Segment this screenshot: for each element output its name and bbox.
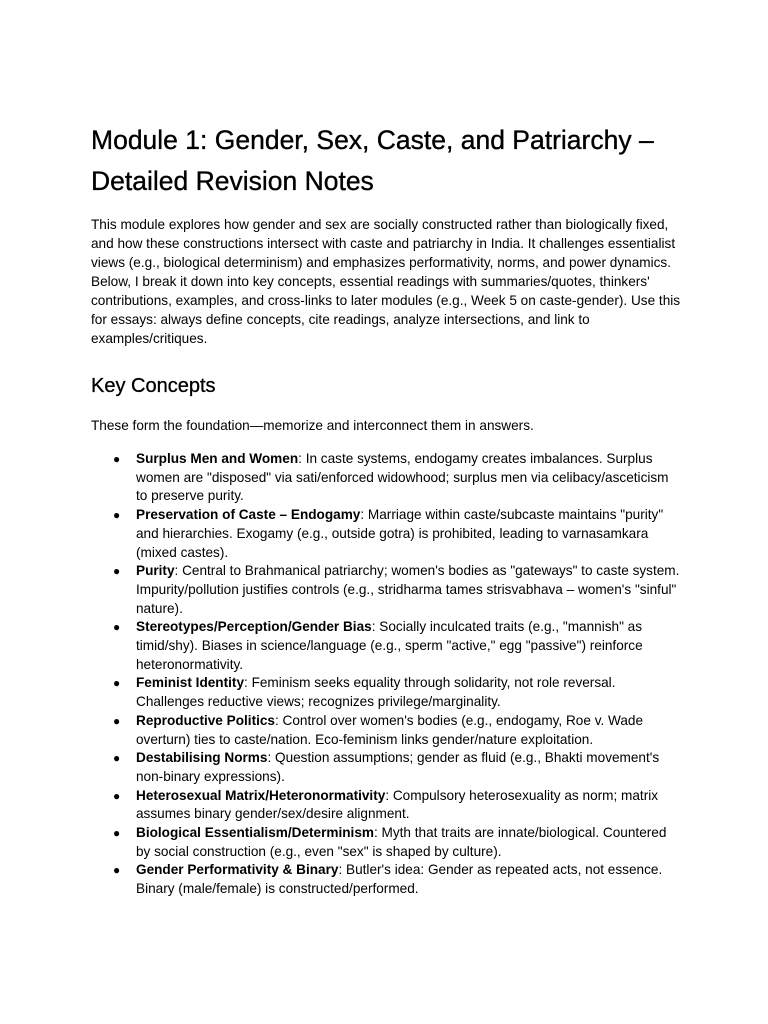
key-concepts-list <box>91 450 681 899</box>
list-item <box>91 506 681 562</box>
list-item <box>91 712 681 749</box>
bullet-icon: ● <box>113 788 121 803</box>
bullet-icon: ● <box>113 620 121 635</box>
list-item <box>91 562 681 618</box>
concept-text: : Feminism seeks equality through solidarity, not role reversal. Challenges reductive views; recognizes privilege/marginality. <box>136 675 616 710</box>
list-item <box>91 787 681 824</box>
concept-text: : Socially inculcated traits (e.g., "mannish" as timid/shy). Biases in science/language (e.g., sperm "active," egg "passive") reinforce heteronormativity. <box>136 619 643 672</box>
bullet-icon: ● <box>113 751 121 766</box>
bullet-icon: ● <box>113 564 121 579</box>
concept-text: : Question assumptions; gender as fluid (e.g., Bhakti movement's non-binary expressions). <box>136 750 660 784</box>
bullet-icon: ● <box>113 676 121 691</box>
concept-term: Feminist Identity <box>136 675 245 691</box>
concept-text: : Myth that traits are innate/biological. Countered by social construction (e.g., even "sex" is shaped by culture). <box>136 825 667 859</box>
list-item <box>91 861 681 898</box>
concept-term: Stereotypes/Perception/Gender Bias <box>136 619 372 635</box>
bullet-icon: ● <box>113 713 121 728</box>
concept-text: : In caste systems, endogamy creates imbalances. Surplus women are "disposed" via sati/enforced widowhood; surplus men via celibacy/asceticism to preserve purity. <box>136 451 669 504</box>
bullet-icon: ● <box>113 826 121 841</box>
concept-text: : Control over women's bodies (e.g., endogamy, Roe v. Wade overturn) ties to caste/nation. Eco-feminism links gender/nature exploitation. <box>136 712 644 747</box>
concept-text: : Compulsory heterosexuality as norm; matrix assumes binary gender/sex/desire alignment. <box>136 787 659 822</box>
list-item <box>91 674 681 711</box>
key-concepts-heading: Key Concepts <box>91 375 216 397</box>
bullet-icon: ● <box>113 508 121 523</box>
key-concepts-lead: These form the foundation—memorize and interconnect them in answers. <box>91 418 534 433</box>
concept-term: Gender Performativity & Binary <box>136 862 339 878</box>
bullet-icon: ● <box>113 452 121 466</box>
concept-text: : Butler's idea: Gender as repeated acts, not essence. Binary (male/female) is constructed/performed. <box>136 862 663 897</box>
concept-term: Surplus Men and Women <box>136 451 299 466</box>
bullet-icon: ● <box>113 863 121 878</box>
concept-term: Heterosexual Matrix/Heteronormativity <box>136 787 386 803</box>
concept-text: : Marriage within caste/subcaste maintains "purity" and hierarchies. Exogamy (e.g., outside gotra) is prohibited, leading to varnasamkara (mixed castes). <box>136 507 664 560</box>
concept-term: Reproductive Politics <box>136 712 275 728</box>
concept-term: Destabilising Norms <box>136 750 268 766</box>
intro-paragraph: This module explores how gender and sex are socially constructed rather than biologically fixed, and how these constructions intersect with caste and patriarchy in India. It challenges essentialist views (e.g., biological determinism) and emphasizes performativity, norms, and power dynamics. Below, I break it down into key concepts, essential readings with summaries/quotes, thinkers' contributions, examples, and cross-links to later modules (e.g., Week 5 on caste-gender). Use this for essays: always define concepts, cite readings, analyze intersections, and link to examples/critiques. <box>91 217 681 346</box>
list-item <box>91 450 681 506</box>
concept-term: Purity <box>136 563 175 579</box>
list-item <box>91 618 681 674</box>
concept-term: Biological Essentialism/Determinism <box>136 825 374 841</box>
page-title: Module 1: Gender, Sex, Caste, and Patriarchy – Detailed Revision Notes <box>91 125 654 196</box>
list-item <box>91 824 681 861</box>
concept-term: Preservation of Caste – Endogamy <box>136 507 361 523</box>
list-item <box>91 749 681 786</box>
concept-text: : Central to Brahmanical patriarchy; women's bodies as "gateways" to caste system. Impurity/pollution justifies controls (e.g., stridharma tames strisvabhava – women's "sinful" nature). <box>136 563 680 616</box>
